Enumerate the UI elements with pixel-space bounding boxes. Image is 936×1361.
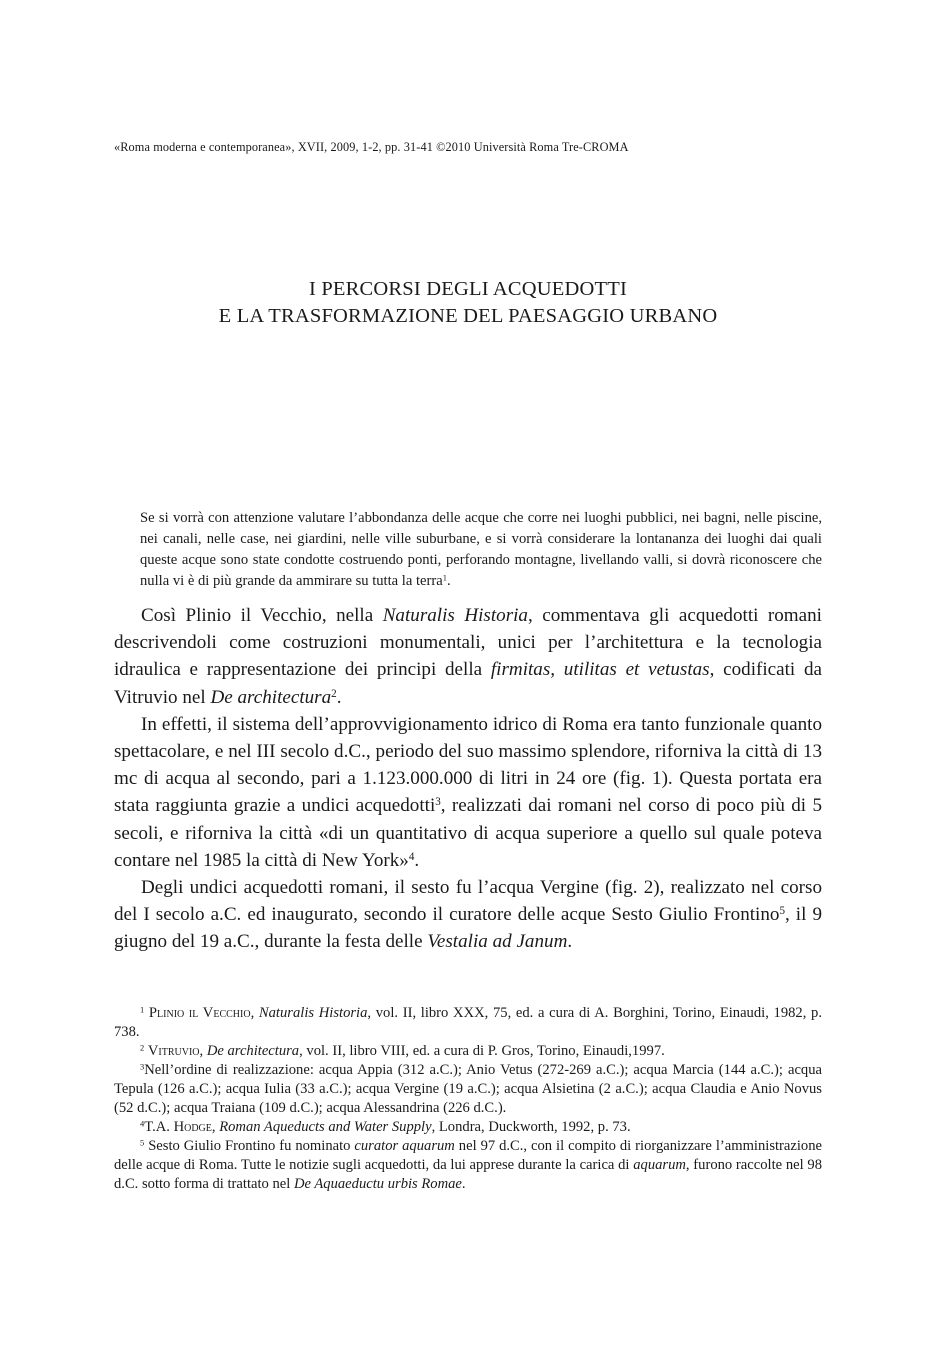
italic-phrase: aquarum xyxy=(633,1157,686,1173)
text-run: In effetti, il sistema dell’approvvigionamento idrico di Roma era tanto funzionale quanto spettacolare, e nel III secolo d.C., periodo del suo massimo splendore, riforniva la città di 13 mc di acqua al secondo, pari a 1.123.000.000 di litri in 24 ore (fig. 1). Questa portata era stata raggiunta grazie a undici acquedotti xyxy=(114,713,822,817)
footnote-author: Hodge xyxy=(173,1119,212,1135)
italic-phrase: Vestalia ad Janum xyxy=(427,931,568,953)
footnote-title: De Aquaeductu urbis Romae xyxy=(293,1176,462,1192)
text-run: , xyxy=(211,1119,220,1135)
text-run: , codificati da Vitruvio nel xyxy=(114,659,822,708)
footnote-ref-3[interactable]: 3 xyxy=(435,796,441,809)
text-run: , realizzati dai romani nel corso di poco più di 5 secoli, e riforniva la città «di un quantitativo di acqua superiore a quello sul quale poteva contare nel 1985 la città di New York» xyxy=(114,795,822,871)
footnote-ref-4[interactable]: 4 xyxy=(408,850,415,863)
footnote-number: 2 xyxy=(140,1042,145,1053)
footnote-author: Vitruvio xyxy=(147,1043,200,1059)
footnote-ref-2[interactable]: 2 xyxy=(331,687,337,700)
text-run: Nell’ordine di realizzazione: acqua Appia (312 a.C.); Anio Vetus (272-269 a.C.); acqua Marcia (144 a.C.); acqua Tepula (126 a.C.); acqua Iulia (33 a.C.); acqua Vergine (19 a.C.); acqua Alsietina (2 a.C.); acqua Claudia e Anio Novus (52 d.C.); acqua Traiana (109 d.C.); acqua Alessandrina (226 d.C.). xyxy=(114,1062,822,1116)
text-run: . xyxy=(567,931,573,953)
footnote-4 xyxy=(114,1118,822,1137)
footnote-number: 1 xyxy=(140,1004,145,1015)
epigraph-text: Se si vorrà con attenzione valutare l’abbondanza delle acque che corre nei luoghi pubblici, nei bagni, nelle piscine, nei canali, nelle case, nei giardini, nelle ville suburbane, e si vorrà considerare la lontananza dei luoghi dai quali queste acque sono state condotte costruendo ponti, perforando montagne, livellando valli, si dovrà riconoscere che nulla vi è di più grande da ammirare su tutta la terra xyxy=(140,510,822,590)
text-run: nel 97 d.C., con il compito di riorganizzare l’amministrazione delle acque di Roma. Tutte le notizie sugli acquedotti, da lui apprese durante la carica di xyxy=(114,1138,822,1173)
footnote-ref-1[interactable]: 1 xyxy=(442,572,447,583)
italic-phrase: curator aquarum xyxy=(354,1138,455,1154)
epigraph-paragraph xyxy=(140,508,822,592)
text-run: , xyxy=(250,1005,259,1021)
italic-phrase: firmitas, utilitas et vetustas xyxy=(490,659,710,681)
text-run: , il 9 giugno del 19 a.C., durante la festa delle xyxy=(114,904,822,953)
text-run: . xyxy=(414,849,420,871)
footnote-3 xyxy=(114,1061,822,1118)
footnote-ref-5[interactable]: 5 xyxy=(779,905,785,918)
footnote-number: 3 xyxy=(140,1061,145,1072)
body-paragraph-1 xyxy=(114,602,822,711)
text-run: Così Plinio il Vecchio, nella xyxy=(141,605,383,626)
text-run: , xyxy=(199,1043,207,1059)
text-run: . xyxy=(461,1176,466,1192)
text-run: , vol. II, libro XXX, 75, ed. a cura di A. Borghini, Torino, Einaudi, 1982, p. 738. xyxy=(114,1005,823,1040)
text-run: , Londra, Duckworth, 1992, p. 73. xyxy=(431,1119,631,1135)
text-run: , commentava gli acquedotti romani descrivendoli come costruzioni monumentali, unici per l’architettura e la tecnologia idraulica e rappresentazione dei principi della xyxy=(114,605,822,681)
italic-title: Naturalis Historia xyxy=(382,605,528,626)
body-paragraph-2 xyxy=(114,711,822,874)
footnote-author: Plinio il Vecchio xyxy=(148,1005,251,1021)
italic-title: De architectura xyxy=(210,686,332,708)
footnote-number: 4 xyxy=(140,1118,145,1129)
title-line-1: I PERCORSI DEGLI ACQUEDOTTI xyxy=(308,278,627,300)
article-title xyxy=(114,276,822,330)
body-text xyxy=(114,602,822,956)
footnote-2 xyxy=(114,1042,822,1061)
running-head: «Roma moderna e contemporanea», XVII, 2009, 1-2, pp. 31-41 ©2010 Università Roma Tre-CROMA xyxy=(114,140,629,154)
text-run: T.A. xyxy=(144,1119,174,1135)
title-line-2: E LA TRASFORMAZIONE DEL PAESAGGIO URBANO xyxy=(218,305,718,327)
text-run: , vol. II, libro VIII, ed. a cura di P. Gros, Torino, Einaudi,1997. xyxy=(299,1043,665,1059)
text-run: , furono raccolte nel 98 d.C. sotto forma di trattato nel xyxy=(114,1157,822,1192)
footnote-5 xyxy=(114,1137,822,1194)
text-run: Sesto Giulio Frontino fu nominato xyxy=(148,1138,355,1154)
body-paragraph-3 xyxy=(114,874,822,956)
footnote-1 xyxy=(114,1004,822,1042)
footnotes xyxy=(114,1004,822,1194)
text-run: . xyxy=(336,686,342,708)
footnote-title: Naturalis Historia xyxy=(258,1005,368,1021)
epigraph-end: . xyxy=(446,573,451,590)
footnote-title: Roman Aqueducts and Water Supply xyxy=(219,1119,432,1135)
text-run: Degli undici acquedotti romani, il sesto fu l’acqua Vergine (fig. 2), realizzato nel corso del I secolo a.C. ed inaugurato, secondo il curatore delle acque Sesto Giulio Frontino xyxy=(114,877,822,926)
epigraph-quote xyxy=(140,508,822,592)
footnote-title: De architectura xyxy=(206,1043,300,1059)
footnote-number: 5 xyxy=(140,1137,145,1148)
